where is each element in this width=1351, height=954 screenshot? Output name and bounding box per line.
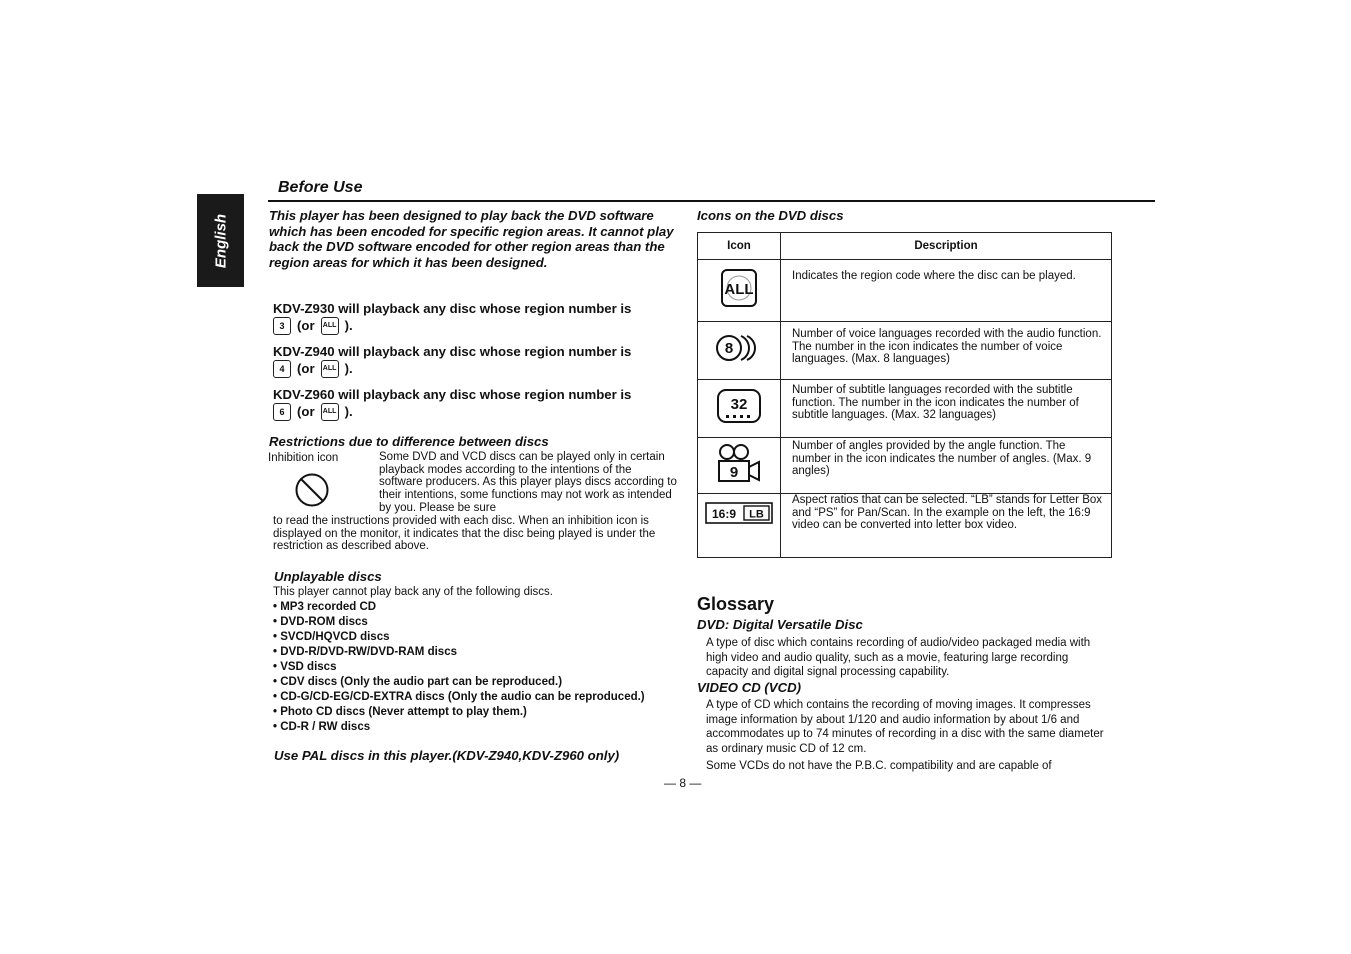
- close-text: ).: [344, 361, 353, 376]
- model-z960: [273, 388, 683, 421]
- table-row: [698, 260, 1112, 322]
- region-6-icon: 6: [273, 403, 291, 421]
- or-text: (or: [297, 361, 315, 376]
- table-header-row: [698, 233, 1112, 260]
- list-item: • DVD-ROM discs: [273, 616, 368, 628]
- angle-camera-icon: [715, 443, 763, 483]
- icons-table: [697, 232, 1112, 558]
- header-description: Description: [781, 233, 1112, 260]
- restrictions-body-part2: to read the instructions provided with each disc. When an inhibition icon is displayed on the monitor, it indicates that the disc being played is under the restriction as described above.: [273, 515, 656, 553]
- region-all-icon: ALL: [321, 360, 339, 378]
- vcd-definition: A type of CD which contains the recording of moving images. It compresses image information by about 1/120 and audio information by about 1/6 and accommodates up to 74 minutes of recording in a disc with the same diameter as ordinary music CD of 12 cm.: [706, 699, 1104, 755]
- description-cell: Number of angles provided by the angle function. The number in the icon indicates the number of angles. (Max. 9 angles): [781, 438, 1112, 494]
- model-text: KDV-Z930 will playback any disc whose region number is: [273, 301, 632, 316]
- description-cell: Number of voice languages recorded with the audio function. The number in the icon indicates the number of voice languages. (Max. 8 languages): [781, 322, 1112, 380]
- vcd-definition-continued: Some VCDs do not have the P.B.C. compatibility and are capable of: [706, 760, 1052, 772]
- description-cell: Number of subtitle languages recorded with the subtitle function. The number in the icon indicates the number of subtitle languages. (Max. 32 languages): [781, 380, 1112, 438]
- or-text: (or: [297, 318, 315, 333]
- region-3-icon: 3: [273, 317, 291, 335]
- list-item: • CD-G/CD-EG/CD-EXTRA discs (Only the audio can be reproduced.): [273, 691, 645, 703]
- inhibition-icon: [295, 473, 329, 507]
- region-all-icon: [720, 268, 758, 308]
- list-item: • VSD discs: [273, 661, 337, 673]
- dvd-definition: A type of disc which contains recording of audio/video packaged media with high video and audio quality, such as a movie, featuring large recording capacity and digital signal processing capability.: [706, 637, 1091, 678]
- icons-table-title: Icons on the DVD discs: [697, 208, 844, 223]
- lb-label: LB: [749, 508, 764, 521]
- list-item: • CDV discs (Only the audio part can be reproduced.): [273, 676, 563, 688]
- language-tab-label: English: [212, 213, 229, 268]
- description-cell: Aspect ratios that can be selected. “LB” stands for Letter Box and “PS” for Pan/Scan. In the example on the left, the 16:9 video can be converted into letter box video.: [781, 494, 1112, 558]
- dvd-term: DVD: Digital Versatile Disc: [697, 617, 863, 632]
- region-all-icon: ALL: [321, 403, 339, 421]
- voice-count: 8: [724, 340, 734, 357]
- header-icon: Icon: [698, 233, 781, 260]
- page-number: — 8 —: [664, 776, 702, 790]
- close-text: ).: [344, 318, 353, 333]
- list-item: • DVD-R/DVD-RW/DVD-RAM discs: [273, 646, 457, 658]
- table-row: [698, 380, 1112, 438]
- table-row: [698, 438, 1112, 494]
- angle-count: 9: [729, 464, 739, 481]
- model-text: KDV-Z940 will playback any disc whose region number is: [273, 344, 632, 359]
- close-text: ).: [344, 404, 353, 419]
- all-label: ALL: [724, 281, 754, 298]
- region-4-icon: 4: [273, 360, 291, 378]
- glossary-title: Glossary: [697, 594, 775, 614]
- list-item: • Photo CD discs (Never attempt to play them.): [273, 706, 527, 718]
- description-cell: Indicates the region code where the disc can be played.: [781, 260, 1112, 322]
- vcd-term: VIDEO CD (VCD): [697, 680, 802, 695]
- pal-note: Use PAL discs in this player.(KDV-Z940,KDV-Z960 only): [274, 748, 620, 763]
- region-all-icon: ALL: [321, 317, 339, 335]
- model-text: KDV-Z960 will playback any disc whose region number is: [273, 387, 632, 402]
- or-text: (or: [297, 404, 315, 419]
- subtitle-count: 32: [730, 396, 748, 413]
- table-row: [698, 322, 1112, 380]
- list-item: • SVCD/HQVCD discs: [273, 631, 390, 643]
- unplayable-intro: This player cannot play back any of the following discs.: [273, 586, 553, 598]
- list-item: • MP3 recorded CD: [273, 601, 377, 613]
- intro-paragraph: This player has been designed to play back the DVD software which has been encoded for specific region areas. It cannot play back the DVD software encoded for other region areas than the region areas for which it has been designed.: [269, 208, 674, 270]
- language-tab: [197, 194, 244, 287]
- subtitle-languages-icon: [716, 388, 762, 424]
- section-rule: [268, 200, 1155, 202]
- model-z930: [273, 302, 683, 335]
- table-row: [698, 494, 1112, 558]
- list-item: • CD-R / RW discs: [273, 721, 371, 733]
- unplayable-list: [273, 601, 673, 736]
- section-title: Before Use: [278, 179, 363, 196]
- restrictions-body-part1: Some DVD and VCD discs can be played only in certain playback modes according to the intentions of the software producers. As this player plays discs according to their intentions, some functions may not work as intended by you. Please be sure: [379, 451, 677, 514]
- aspect-ratio-icon: [705, 502, 773, 524]
- unplayable-title: Unplayable discs: [274, 569, 382, 584]
- model-z940: [273, 345, 683, 378]
- voice-languages-icon: [714, 331, 764, 365]
- restrictions-title: Restrictions due to difference between discs: [269, 434, 549, 449]
- inhibition-label: Inhibition icon: [268, 452, 339, 464]
- ratio-label: 16:9: [711, 507, 737, 521]
